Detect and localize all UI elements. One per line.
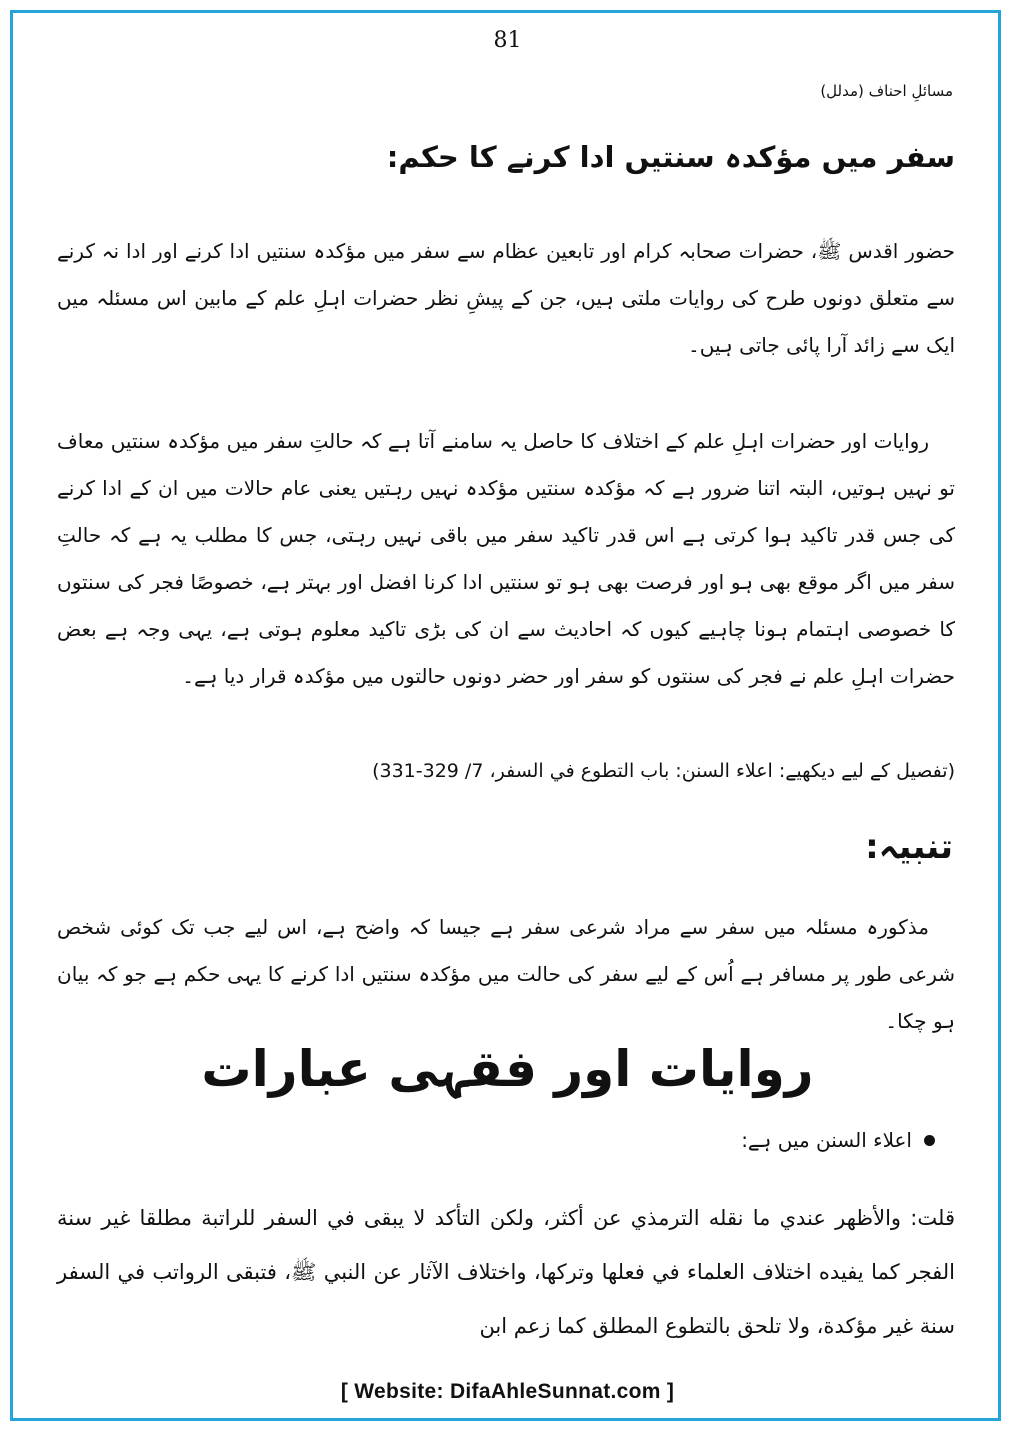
page-number: 81 (493, 28, 522, 53)
website-footer: [ Website: DifaAhleSunnat.com ] (340, 1380, 675, 1403)
paragraph-1: حضور اقدس ﷺ، حضرات صحابہ کرام اور تابعین عظام سے سفر میں مؤکدہ سنتیں ادا کرنے اور ادا نہ کرنے سے متعلق دونوں طرح کی روایات ملتی ہیں، جن کے پیشِ نظر حضرات اہلِ علم کے مابین اس مسئلہ میں ایک سے زائد آرا پائی جاتی ہیں۔ (57, 239, 955, 357)
bullet-icon (924, 1135, 935, 1146)
arabic-quote: قلت: والأظهر عندي ما نقله الترمذي عن أكثر، ولكن التأكد لا يبقى في السفر للراتبة مطلقا غير سنة الفجر كما يفيده اختلاف العلماء في فعلها وتركها، واختلاف الآثار عن النبي ﷺ، فتبقى الرواتب في السفر سنة غير مؤكدة، ولا تلحق بالتطوع المطلق كما زعم ابن (57, 1206, 955, 1338)
running-head: مسائلِ احناف (مدلل) (820, 82, 953, 100)
reference-citation: (تفصیل کے لیے دیکھیے: اعلاء السنن: باب التطوع في السفر، 7/ 329-331) (372, 760, 955, 782)
paragraph-2: روایات اور حضرات اہلِ علم کے اختلاف کا حاصل یہ سامنے آتا ہے کہ حالتِ سفر میں مؤکدہ سنتیں معاف تو نہیں ہوتیں، البتہ اتنا ضرور ہے کہ مؤکدہ سنتیں مؤکدہ نہیں رہتیں یعنی عام حالات میں ان کے ادا کرنے کی جس قدر تاکید ہوا کرتی ہے اس قدر تاکید سفر میں باقی نہیں رہتی، جس کا مطلب یہ ہے کہ حالتِ سفر میں اگر موقع بھی ہو اور فرصت بھی ہو تو سنتیں ادا کرنا افضل اور بہتر ہے، خصوصًا فجر کی سنتوں کا خصوصی اہتمام ہونا چاہیے کیوں کہ احادیث سے ان کی بڑی تاکید معلوم ہوتی ہے، یہی وجہ ہے بعض حضرات اہلِ علم نے فجر کی سنتوں کو سفر اور حضر دونوں حالتوں میں مؤکدہ قرار دیا ہے۔ (57, 429, 955, 688)
tanbih-heading: تنبیہ: (865, 827, 953, 867)
bullet-item (741, 1128, 935, 1152)
bullet-label: اعلاء السنن میں ہے: (741, 1128, 912, 1152)
tanbih-paragraph: مذکورہ مسئلہ میں سفر سے مراد شرعی سفر ہے جیسا کہ واضح ہے، اس لیے جب تک کوئی شخص شرعی طور پر مسافر ہے اُس کے لیے سفر کی حالت میں مؤکدہ سنتیں ادا کرنے کا یہی حکم ہے جو کہ بیان ہو چکا۔ (57, 915, 955, 1033)
section-title: روایات اور فقہی عبارات (201, 1040, 814, 1098)
section-heading: سفر میں مؤکدہ سنتیں ادا کرنے کا حکم: (386, 140, 955, 174)
